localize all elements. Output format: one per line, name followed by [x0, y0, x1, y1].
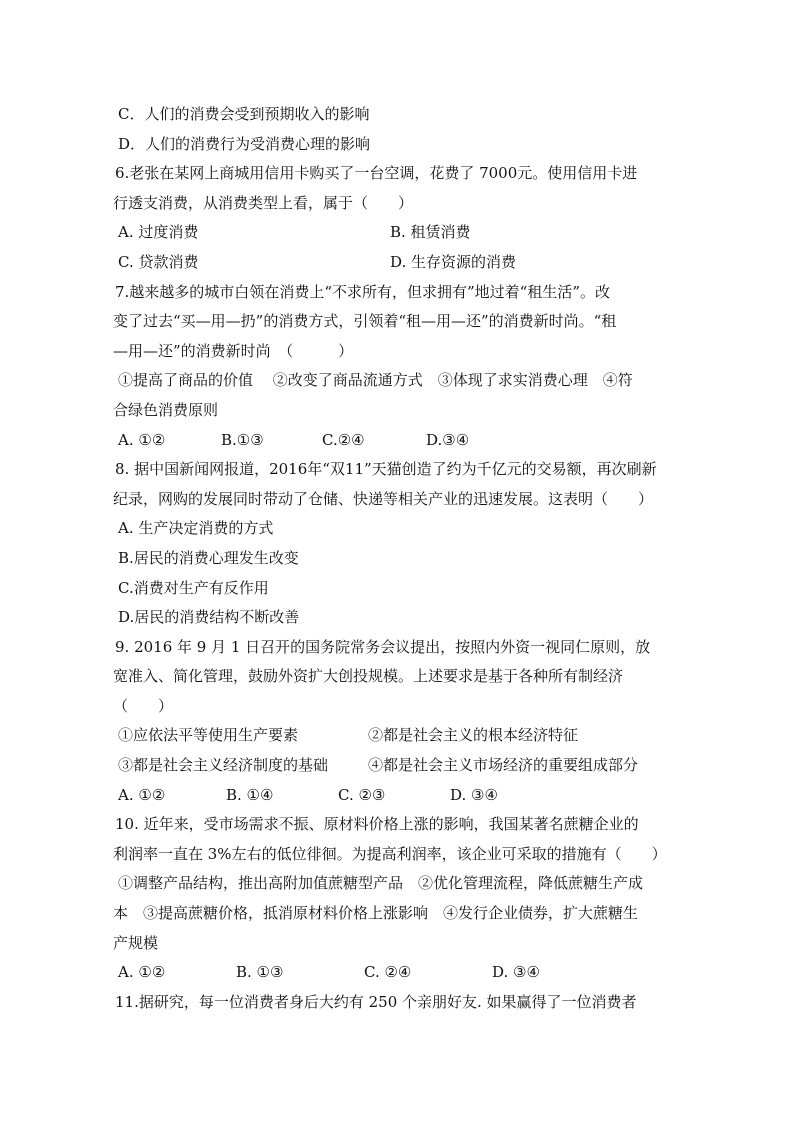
question-6-stem-line-1: 6.老张在某网上商城用信用卡购买了一台空调，花费了 7000元。使用信用卡进: [115, 164, 638, 183]
question-7-option-c: C.②④: [322, 430, 365, 449]
question-8-option-b: B.居民的消费心理发生改变: [118, 548, 299, 567]
question-10-statements-line-2: 本 ③提高蔗糖价格，抵消原材料价格上涨影响 ④发行企业债券，扩大蔗糖生: [113, 904, 639, 923]
question-9-option-c: C. ②③: [338, 785, 386, 804]
question-7-option-d: D.③④: [426, 430, 470, 449]
question-10-option-c: C. ②④: [364, 963, 412, 982]
question-8-stem-line-1: 8. 据中国新闻网报道，2016年“双11”天猫创造了约为千亿元的交易额，再次刷新: [115, 460, 657, 479]
question-9-stem-line-3: （ ）: [113, 696, 174, 715]
question-11-stem-line-1: 11.据研究，每一位消费者身后大约有 250 个亲朋好友. 如果赢得了一位消费者: [115, 992, 637, 1011]
question-8-option-d: D.居民的消费结构不断改善: [118, 608, 300, 627]
option-c-line: C．人们的消费会受到预期收入的影响: [118, 105, 370, 123]
question-6-options-row-2: [113, 248, 685, 278]
question-10-option-b: B. ①③: [236, 963, 284, 982]
question-text-block: [113, 100, 685, 1017]
question-7-statements-line-2: 合绿色消费原则: [113, 400, 219, 419]
question-9-option-a: A. ①②: [118, 785, 166, 804]
question-10-stem-line-1: 10. 近年来，受市场需求不振、原材料价格上涨的影响，我国某著名蔗糖企业的: [115, 815, 639, 834]
question-9-stem-line-2: 宽准入、简化管理，鼓励外资扩大创投规模。上述要求是基于各种所有制经济: [113, 667, 624, 686]
question-9-options: [113, 781, 685, 811]
question-6-option-c: C. 贷款消费: [118, 252, 199, 271]
question-10-stem-line-2: 利润率一直在 3%左右的低位徘徊。为提高利润率，该企业可采取的措施有（ ）: [113, 844, 667, 863]
question-10-options: [113, 958, 685, 988]
question-9-option-b: B. ①④: [226, 785, 274, 804]
question-9-stem-line-1: 9. 2016 年 9 月 1 日召开的国务院常务会议提出，按照内外资一视同仁原则，放: [115, 637, 651, 656]
question-10-option-a: A. ①②: [118, 963, 166, 982]
question-9-statement-2: ②都是社会主义的根本经济特征: [368, 726, 579, 745]
question-7-option-a: A. ①②: [118, 430, 166, 449]
question-6-options-row-1: [113, 218, 685, 248]
question-10-option-d: D. ③④: [492, 963, 540, 982]
question-7-stem-line-2: 变了过去“买—用—扔”的消费方式，引领着“租—用—还”的消费新时尚。“租: [113, 312, 617, 331]
question-6-stem-line-2: 行透支消费，从消费类型上看，属于（ ）: [113, 193, 414, 212]
question-9-option-d: D. ③④: [450, 785, 498, 804]
question-10-statements-line-3: 产规模: [113, 933, 159, 952]
question-6-option-b: B. 租赁消费: [390, 223, 471, 242]
question-9-statements-row-2: [113, 751, 685, 781]
question-6-option-d: D. 生存资源的消费: [390, 252, 517, 271]
option-d-line: D．人们的消费行为受消费心理的影响: [118, 134, 371, 153]
question-7-option-b: B.①③: [221, 430, 264, 449]
question-7-statements-line-1: ①提高了商品的价值 ②改变了商品流通方式 ③体现了求实消费心理 ④符: [118, 371, 633, 390]
question-9-statement-4: ④都是社会主义市场经济的重要组成部分: [368, 756, 639, 775]
question-7-options: [113, 426, 685, 456]
question-7-stem-line-1: 7.越来越多的城市白领在消费上“不求所有，但求拥有”地过着“租生活”。改: [115, 282, 610, 301]
question-6-option-a: A. 过度消费: [118, 223, 199, 242]
question-8-stem-line-2: 纪录，网购的发展同时带动了仓储、快递等相关产业的迅速发展。这表明（ ）: [113, 489, 654, 508]
question-9-statement-3: ③都是社会主义经济制度的基础: [118, 756, 329, 775]
question-7-stem-line-3: —用—还”的消费新时尚 （ ）: [113, 341, 354, 360]
question-9-statement-1: ①应依法平等使用生产要素: [118, 726, 299, 745]
question-8-option-c: C.消费对生产有反作用: [118, 578, 269, 597]
question-8-option-a: A. 生产决定消费的方式: [118, 519, 274, 538]
question-9-statements-row-1: [113, 721, 685, 751]
question-10-statements-line-1: ①调整产品结构，推出高附加值蔗糖型产品 ②优化管理流程，降低蔗糖生产成: [118, 874, 644, 893]
